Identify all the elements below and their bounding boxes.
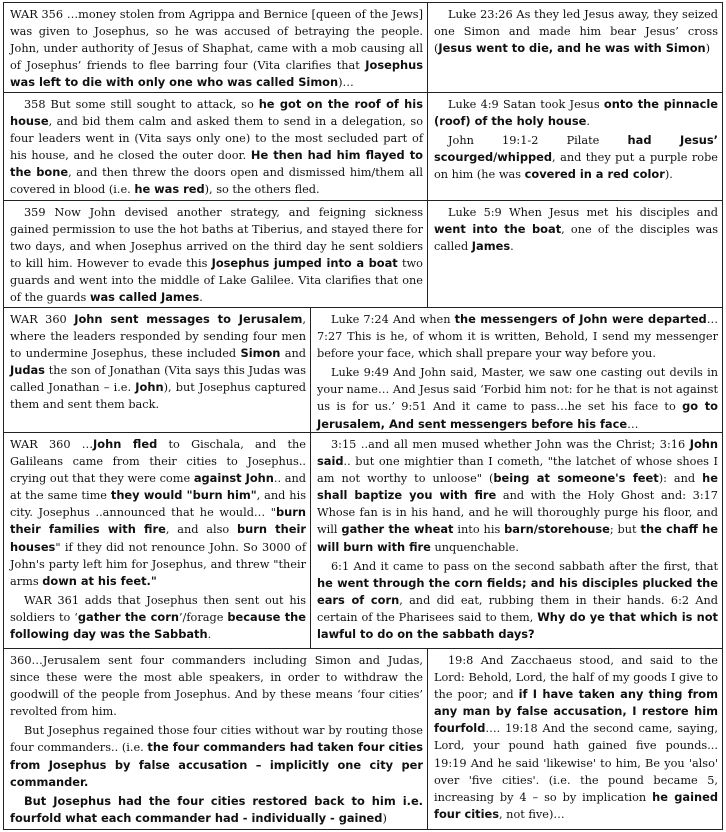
paragraph bbox=[10, 722, 423, 790]
row-5-left-war-360-361 bbox=[3, 432, 311, 649]
paragraph bbox=[317, 364, 718, 432]
text-run: two guards and went into the middle of Lake Galilee. Vita clarifies that one of the guards bbox=[10, 257, 423, 305]
bold-text: the messengers of John were departed bbox=[454, 312, 707, 326]
text-run: )… bbox=[338, 76, 354, 90]
bold-text: John bbox=[135, 380, 164, 395]
bold-text: Josephus was left to die with only one who was called Simon bbox=[10, 58, 423, 90]
row-4-left-war-360 bbox=[3, 307, 311, 433]
text-run: , and they put a purple robe on him (he was bbox=[434, 151, 718, 182]
text-run: Luke 23:26 As they led Jesus away, they seized one Simon and made him bear Jesus’ cross ( bbox=[434, 8, 718, 56]
text-run: ). bbox=[664, 168, 673, 182]
row-3-left-war-359 bbox=[3, 200, 428, 308]
bold-text: being at someone's feet bbox=[493, 471, 659, 486]
text-run: WAR 361 adds that Josephus then sent out his soldiers to ‘ bbox=[10, 593, 306, 624]
text-run: WAR 360 bbox=[10, 313, 75, 326]
bold-text: Simon bbox=[240, 346, 281, 361]
bold-text: they would "burn him" bbox=[110, 488, 257, 503]
text-run: ) bbox=[382, 811, 387, 825]
text-run: . bbox=[586, 115, 590, 129]
text-run: the son of Jonathan (Vita says this Judas was called Jonathan – i.e. bbox=[10, 364, 306, 395]
paragraph bbox=[434, 96, 718, 130]
bold-text: went into the boat bbox=[434, 222, 562, 237]
paragraph bbox=[434, 6, 718, 57]
text-run: 3:15 ..and all men mused whether John was the Christ; 3:16 bbox=[331, 438, 690, 451]
bold-text: down at his feet." bbox=[42, 573, 157, 588]
text-run: ): and bbox=[658, 472, 703, 486]
bold-text: gather the corn bbox=[77, 609, 179, 624]
text-run: 6:1 And it came to pass on the second sabbath after the first, that bbox=[331, 559, 718, 573]
paragraph bbox=[10, 96, 423, 199]
paragraph bbox=[317, 436, 718, 556]
bold-text: the chaff he will burn with fire bbox=[317, 522, 718, 554]
row-6-right-luke bbox=[427, 648, 723, 830]
text-run: . bbox=[207, 628, 212, 642]
row-2-right-luke-john bbox=[427, 92, 723, 201]
paragraph bbox=[10, 793, 423, 827]
bold-text: had Jesus’ scourged/whipped bbox=[434, 133, 718, 165]
bold-text: Judas bbox=[10, 363, 45, 378]
bold-text: was called James bbox=[89, 290, 200, 305]
paragraph bbox=[317, 311, 718, 362]
text-run: ), but Josephus captured them and sent them back. bbox=[10, 381, 306, 412]
text-run: , and then threw the doors open and dismissed him/them all covered in blood (i.e. bbox=[10, 166, 423, 197]
paragraph bbox=[10, 436, 306, 590]
paragraph bbox=[434, 652, 718, 823]
paragraph bbox=[10, 6, 423, 91]
bold-text: Why do ye that which is not lawful to do on the sabbath days? bbox=[317, 609, 718, 642]
bold-text: James bbox=[471, 239, 511, 254]
row-3-right-luke bbox=[427, 200, 723, 308]
text-run: , and his city. Josephus ..announced that he would… " bbox=[10, 489, 306, 520]
row-1-right-luke bbox=[427, 2, 723, 93]
text-run: … 7:27 This is he, of whom it is written, Behold, I send my messenger before your face, which shall prepare your way before you. bbox=[317, 313, 719, 361]
text-run: Luke 4:9 Satan took Jesus bbox=[448, 98, 604, 111]
bold-text: covered in a red color bbox=[524, 167, 665, 182]
text-run: Luke 7:24 And when bbox=[331, 313, 455, 326]
paragraph bbox=[10, 311, 306, 414]
text-run: WAR 356 …money stolen from Agrippa and Bernice [queen of the Jews] was given to Josephus, so he was accused of betraying the people. John, under authority of Jesus of Shaphat, came with a mob causing all of Josephus’ friends to flee barring four (Vita clarifies that bbox=[10, 8, 423, 73]
text-run: 19:8 And Zacchaeus stood, and said to the Lord: Behold, Lord, the half of my goods I give to the poor; and bbox=[434, 654, 718, 702]
text-run: , not five)… bbox=[499, 807, 565, 821]
text-run: John 19:1-2 Pilate bbox=[448, 134, 628, 148]
paragraph bbox=[10, 204, 423, 307]
text-run: into his bbox=[453, 523, 505, 537]
bold-text: John sent messages to Jerusalem bbox=[74, 312, 303, 326]
bold-text: Josephus jumped into a boat bbox=[211, 256, 398, 271]
text-run: , where the leaders responded by sending four men to undermine Josephus, these included bbox=[10, 313, 306, 361]
row-4-right-luke bbox=[310, 307, 723, 433]
row-2-left-war-358 bbox=[3, 92, 428, 201]
bold-text: he was red bbox=[134, 182, 205, 197]
text-run: unquenchable. bbox=[430, 540, 519, 554]
text-run: Luke 5:9 When Jesus met his disciples and bbox=[448, 206, 718, 219]
text-run: and with the Holy Ghost and: 3:17 Whose fan is in his hand, and he will thoroughly purge his floor, and will bbox=[317, 489, 718, 537]
text-run: and bbox=[280, 347, 307, 361]
text-run: 360…Jerusalem sent four commanders including Simon and Judas, since these were the most able speakers, in order to withdraw the goodwill of the people from Josephus. And by these means ‘four cities’ revolted from him. bbox=[10, 654, 423, 719]
bold-text: against John bbox=[193, 471, 274, 486]
bold-text: he went through the corn fields; and his disciples plucked the ears of corn bbox=[317, 575, 718, 607]
text-run: , and bid them calm and asked them to send in a delegation, so four leaders went in (Vita says only one) to the most secluded part of his house, and he closed the outer door. bbox=[10, 115, 423, 163]
text-run: ’/forage bbox=[178, 610, 228, 624]
bold-text: gather the wheat bbox=[341, 522, 454, 537]
row-6-left-war-360 bbox=[3, 648, 428, 830]
text-run: , one of the disciples was called bbox=[434, 223, 719, 254]
text-run: " if they did not renounce John. So 3000 of John's party left him for Josephus, and threw "their arms bbox=[10, 540, 306, 588]
bold-text: because the following day was the Sabbath bbox=[10, 609, 306, 642]
text-run: to Gischala, and the Galileans came from their cities to Josephus.. crying out that they were come bbox=[10, 438, 306, 486]
text-run: … bbox=[627, 417, 639, 431]
text-run: . bbox=[510, 240, 514, 254]
bold-text: go to Jerusalem, And sent messengers before his face bbox=[317, 399, 718, 431]
bold-text: burn their families with fire bbox=[10, 505, 306, 537]
bold-text: Jesus went to die, and he was with Simon bbox=[438, 41, 706, 56]
text-run: ) bbox=[705, 42, 711, 56]
bold-text: he shall baptize you with fire bbox=[317, 471, 719, 503]
text-run: , and also bbox=[165, 523, 238, 537]
paragraph bbox=[10, 652, 423, 720]
bold-text: onto the pinnacle (roof) of the holy house bbox=[434, 97, 718, 129]
text-run: …. 19:18 And the second came, saying, Lord, your pound hath gained five pounds... 19:19 And he said 'likewise' to him, Be you 'also' over 'five cities'. (i.e. the pound became 5, increasing by 4 – so by implication bbox=[434, 722, 718, 804]
text-run: .. but one mightier than I cometh, "the latchet of whose shoes I am not worthy to unloose" ( bbox=[317, 455, 718, 486]
paragraph bbox=[434, 204, 718, 255]
text-run: , and did eat, rubbing them in their hands. 6:2 And certain of the Pharisees said to them, bbox=[317, 593, 719, 624]
bold-text: he gained four cities bbox=[434, 789, 718, 821]
paragraph bbox=[317, 558, 718, 643]
bold-text: He then had him flayed to the bone bbox=[10, 148, 423, 180]
bold-text: he got on the roof of his house bbox=[10, 97, 423, 129]
text-run: But Josephus regained those four cities without war by routing those four commanders.. (i.e. bbox=[10, 724, 423, 755]
bold-text: John fled bbox=[93, 437, 158, 451]
bold-text: John said bbox=[317, 437, 718, 469]
row-1-left-war-356 bbox=[3, 2, 428, 93]
bold-text: But Josephus had the four cities restored back to him i.e. fourfold what each commander had - individually - gained bbox=[10, 793, 423, 825]
text-run: Luke 9:49 And John said, Master, we saw one casting out devils in your name… And Jesus said ‘Forbid him not: for he that is not against us is for us.’ 9:51 And it came to pass…he set his face to bbox=[317, 366, 718, 414]
row-5-right-luke bbox=[310, 432, 723, 649]
text-run: 359 Now John devised another strategy, and feigning sickness gained permission to use the hot baths at Tiberius, and stayed there for two days, and when Josephus arrived on the third day he sent soldiers to kill him. However to evade this bbox=[10, 206, 423, 271]
bold-text: burn their houses bbox=[10, 522, 306, 554]
bold-text: the four commanders had taken four cities from Josephus by false accusation – implicitly one city per commander. bbox=[10, 740, 424, 789]
bold-text: barn/storehouse bbox=[504, 522, 610, 537]
paragraph bbox=[434, 132, 718, 183]
text-run: . bbox=[199, 291, 203, 305]
text-run: ; but bbox=[609, 523, 641, 537]
text-run: .. and at the same time bbox=[10, 472, 306, 503]
paragraph bbox=[10, 592, 306, 643]
text-run: ), so the others fled. bbox=[204, 183, 320, 197]
bold-text: if I have taken any thing from any man by false accusation, I restore him fourfold bbox=[434, 687, 718, 736]
text-run: 358 But some still sought to attack, so bbox=[24, 98, 259, 111]
text-run: WAR 360 … bbox=[10, 438, 94, 451]
